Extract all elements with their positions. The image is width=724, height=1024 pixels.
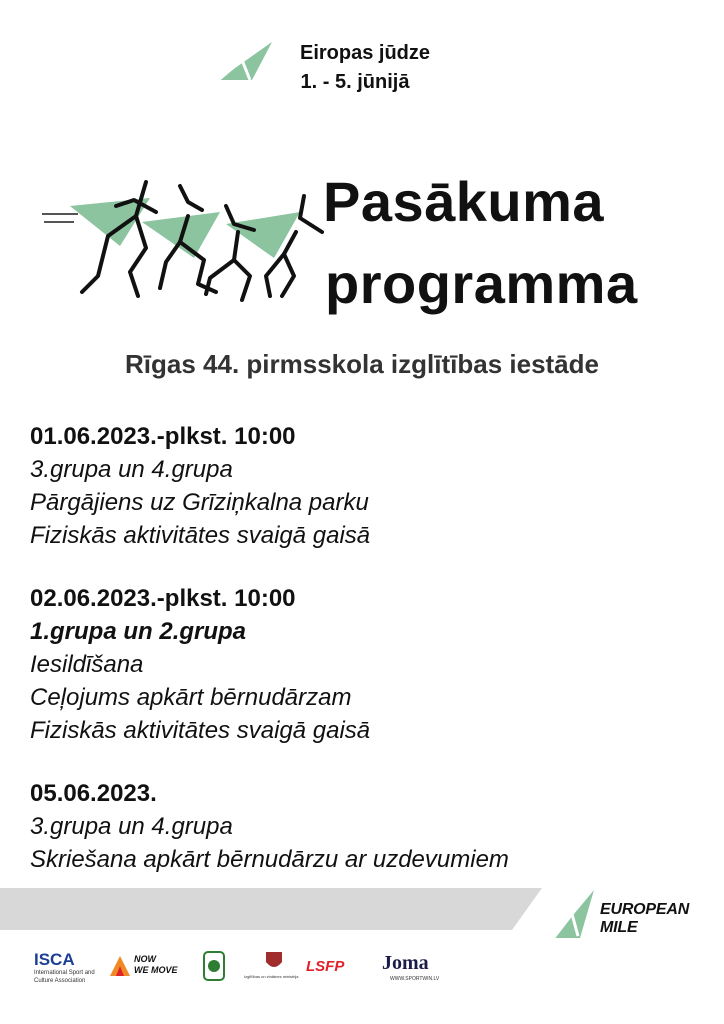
schedule-activity: Pārgājiens uz Grīziņkalna parku (30, 489, 369, 516)
schedule-activity: Skriešana apkārt bērnudārzu ar uzdevumiem (30, 846, 509, 873)
page-title-line2: programma (325, 252, 638, 315)
runners-illustration (38, 176, 328, 306)
event-name: Eiropas jūdze (299, 42, 431, 64)
schedule-date: 05.06.2023. (30, 780, 157, 807)
schedule-group: 3.grupa un 4.grupa (30, 456, 233, 483)
footer-brand: EUROPEAN MILE (600, 901, 690, 936)
coat-of-arms-icon (262, 950, 286, 972)
schedule-activity: Ceļojums apkārt bērnudārzam (30, 684, 352, 711)
european-mile-logo-icon (212, 40, 276, 84)
event-dates: 1. - 5. jūnijā (300, 71, 410, 93)
schedule-date: 02.06.2023.-plkst. 10:00 (30, 585, 296, 612)
schedule-activity: Fiziskās aktivitātes svaigā gaisā (30, 717, 371, 744)
speed-lines (42, 214, 78, 222)
european-mile-logo-icon (550, 888, 598, 940)
page-title-line1: Pasākuma (323, 170, 605, 233)
schedule-block (30, 582, 710, 747)
sponsor-logos (30, 950, 470, 990)
schedule-block (30, 420, 710, 552)
ministry-logo: Izglītības un zinātnes ministrija (244, 950, 304, 990)
lsfp-federation-crest-icon (202, 950, 228, 990)
schedule-activity: Fiziskās aktivitātes svaigā gaisā (30, 522, 371, 549)
footer-band (0, 888, 542, 930)
schedule-block (30, 777, 710, 876)
now-we-move-logo: NOW WE MOVE (108, 950, 178, 990)
isca-logo: ISCA International Sport and Culture Association (34, 950, 95, 984)
joma-logo: Joma WWW.SPORTWIN.LV (382, 952, 440, 982)
institution-subtitle: Rīgas 44. pirmsskola izglītības iestāde (125, 349, 599, 379)
schedule-date: 01.06.2023.-plkst. 10:00 (30, 423, 296, 450)
lsfp-logo: LSFP (306, 958, 345, 975)
schedule (30, 420, 710, 906)
nwm-mark-icon (108, 954, 132, 978)
schedule-group: 3.grupa un 4.grupa (30, 813, 233, 840)
schedule-activity: Iesildīšana (30, 651, 144, 678)
schedule-group: 1.grupa un 2.grupa (30, 618, 247, 645)
